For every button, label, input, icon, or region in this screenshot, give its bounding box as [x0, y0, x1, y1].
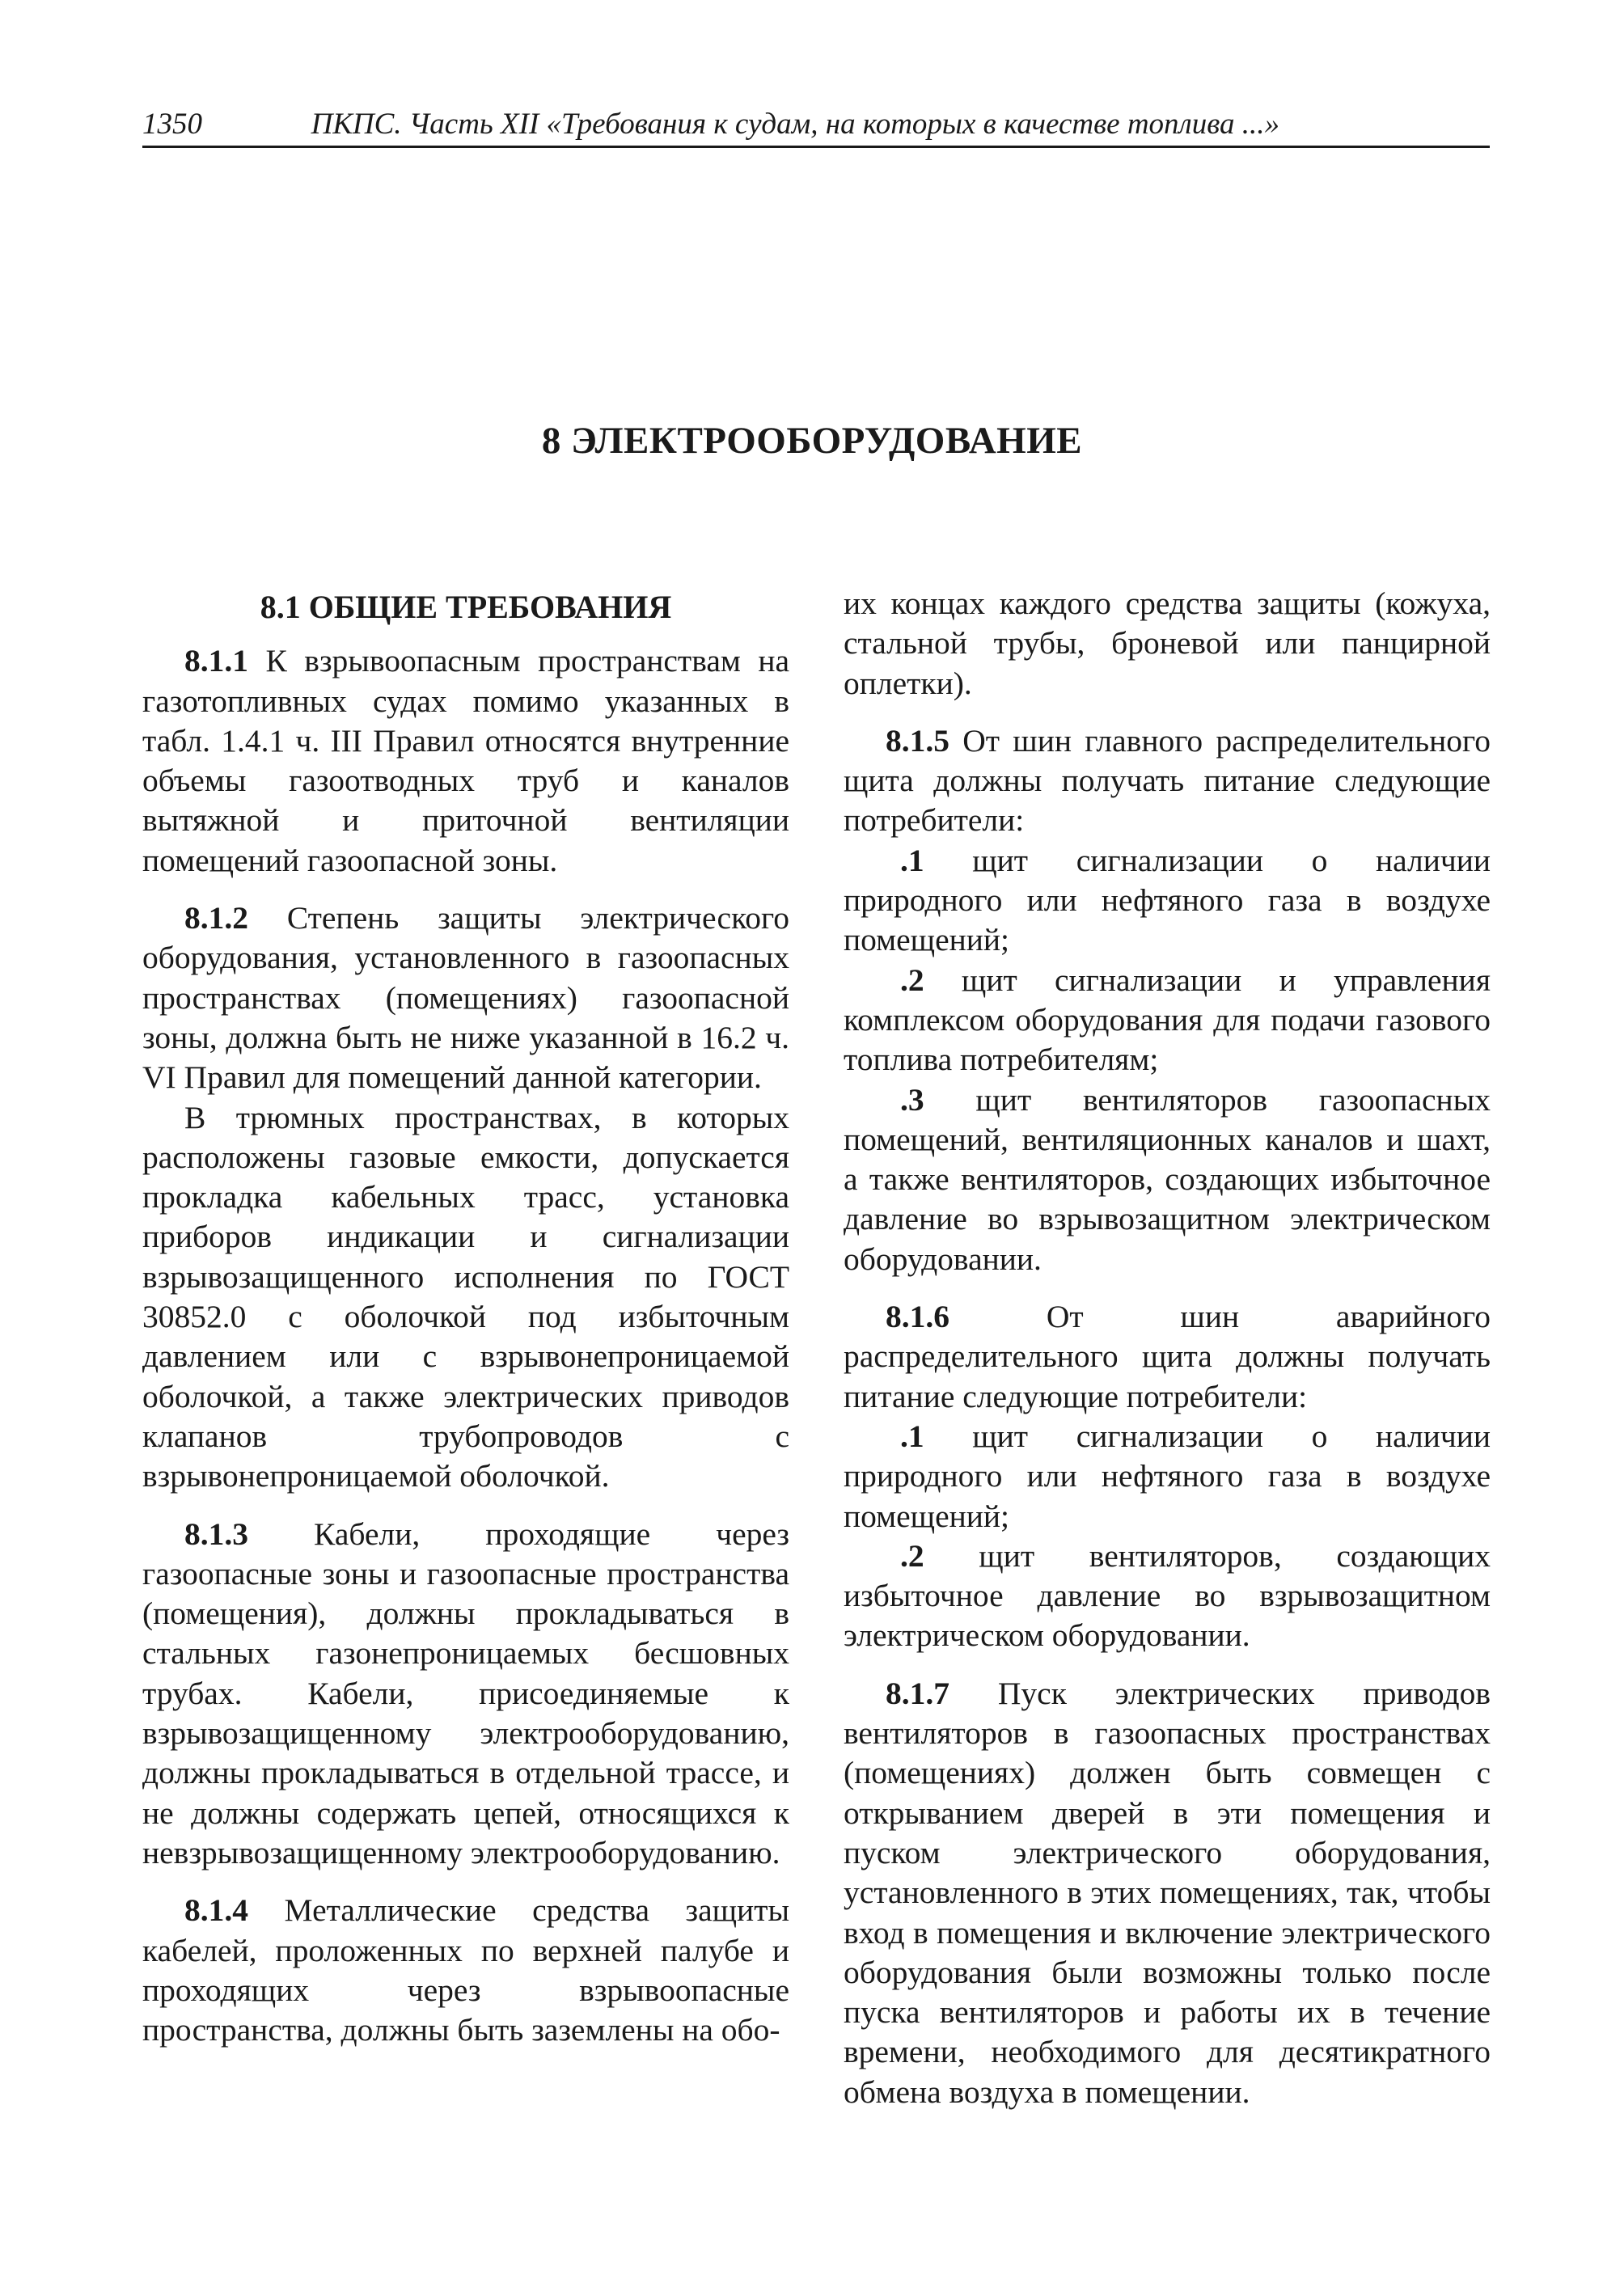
page-number: 1350 — [142, 108, 202, 141]
paragraph-text: Пуск электрических приводов вентиляторов в газоопасных пространствах (помещениях) должен быть совмещен с открыванием дверей в эти помещения и пуском электрического оборудования, установленного в этих помещениях, так, чтобы вход в помещения и включение электрического оборудования были возможны только после пуска вентиляторов и работы их в течение времени, необходимого для десятикратного обмена воздуха в помещении. — [844, 1675, 1491, 2110]
list-item-8-1-5-1 — [844, 841, 1491, 961]
right-column — [844, 584, 1491, 2112]
list-item-8-1-6-2 — [844, 1536, 1491, 1656]
paragraph-8-1-3 — [142, 1515, 789, 1874]
paragraph-text: Кабели, проходящие через газоопасные зоны и газоопасные пространства (помещения), должны прокладываться в стальных газонепроницаемых бесшовных трубах. Кабели, присоединяемые к взрывозащищенному электрооборудованию, должны прокладываться в отдельной трассе, и не должны содержать цепей, относящихся к невзрывозащищенному электрооборудованию. — [142, 1515, 789, 1870]
item-text: щит сигнализации о наличии природного или нефтяного газа в воздухе помещений; — [844, 1418, 1491, 1534]
item-number: .2 — [900, 962, 924, 998]
clause-number: 8.1.6 — [886, 1299, 949, 1335]
paragraph-text: Степень защиты электрического оборудования, установленного в газоопасных пространствах (помещениях) газоопасной зоны, должна быть не ниже указанной в 16.2 ч. VI Правил для помещений данной категории. — [142, 900, 789, 1096]
item-number: .1 — [900, 842, 924, 878]
paragraph-text: От шин аварийного распределительного щита должны получать питание следующие потребители: — [844, 1299, 1491, 1414]
item-number: .2 — [900, 1537, 924, 1574]
section-title: 8.1 ОБЩИЕ ТРЕБОВАНИЯ — [260, 589, 672, 625]
item-text: щит вентиляторов газоопасных помещений, вентиляционных каналов и шахт, а также вентиляторов, создающих избыточное давление во взрывозащитном электрическом оборудовании. — [844, 1081, 1491, 1277]
paragraph-8-1-7 — [844, 1674, 1491, 2112]
paragraph-8-1-4 — [142, 1891, 789, 2050]
clause-number: 8.1.5 — [886, 722, 949, 759]
chapter-title: 8 ЭЛЕКТРООБОРУДОВАНИЕ — [541, 420, 1083, 462]
item-text: щит сигнализации и управления комплексом оборудования для подачи газового топлива потребителям; — [844, 962, 1491, 1078]
paragraph-8-1-5 — [844, 721, 1491, 841]
clause-number: 8.1.1 — [184, 643, 248, 679]
item-number: .3 — [900, 1081, 924, 1118]
clause-number: 8.1.7 — [886, 1675, 949, 1711]
paragraph-8-1-6 — [844, 1297, 1491, 1417]
clause-number: 8.1.4 — [184, 1892, 248, 1929]
item-number: .1 — [900, 1418, 924, 1454]
list-item-8-1-6-1 — [844, 1417, 1491, 1536]
left-column — [142, 584, 789, 2050]
paragraph-text: К взрывоопасным пространствам на газотопливных судах помимо указанных в табл. 1.4.1 ч. III Правил относятся внутренние объемы газоотводных труб и каналов вытяжной и приточной вентиляции помещений газоопасной зоны. — [142, 643, 789, 878]
paragraph-8-1-2-continued: В трюмных пространствах, в которых расположены газовые емкости, допускается прокладка кабельных трасс, установка приборов индикации и сигнализации взрывозащищенного исполнения по ГОСТ 30852.0 с оболочкой под избыточным давлением или с взрывонепроницаемой оболочкой, а также электрических приводов клапанов трубопроводов с взрывонепроницаемой оболочкой. — [142, 1099, 789, 1494]
clause-number: 8.1.3 — [184, 1515, 248, 1552]
paragraph-8-1-1 — [142, 641, 789, 881]
item-text: щит сигнализации о наличии природного или нефтяного газа в воздухе помещений; — [844, 842, 1491, 958]
clause-number: 8.1.2 — [184, 900, 248, 936]
page-header — [142, 104, 1490, 148]
list-item-8-1-5-3 — [844, 1080, 1491, 1279]
item-text: щит вентиляторов, создающих избыточное давление во взрывозащитном электрическом оборудовании. — [844, 1537, 1491, 1654]
running-title: ПКПС. Часть XII «Требования к судам, на которых в качестве топлива ...» — [311, 108, 1279, 141]
paragraph-8-1-2 — [142, 898, 789, 1097]
list-item-8-1-5-2 — [844, 961, 1491, 1080]
paragraph-text: От шин главного распределительного щита должны получать питание следующие потребители: — [844, 722, 1491, 839]
paragraph-text: Металлические средства защиты кабелей, проложенных по верхней палубе и проходящих через взрывоопасные пространства, должны быть заземлены на обо- — [142, 1892, 789, 2048]
paragraph-8-1-4-continued: их концах каждого средства защиты (кожуха, стальной трубы, броневой или панцирной оплетки). — [844, 585, 1491, 701]
